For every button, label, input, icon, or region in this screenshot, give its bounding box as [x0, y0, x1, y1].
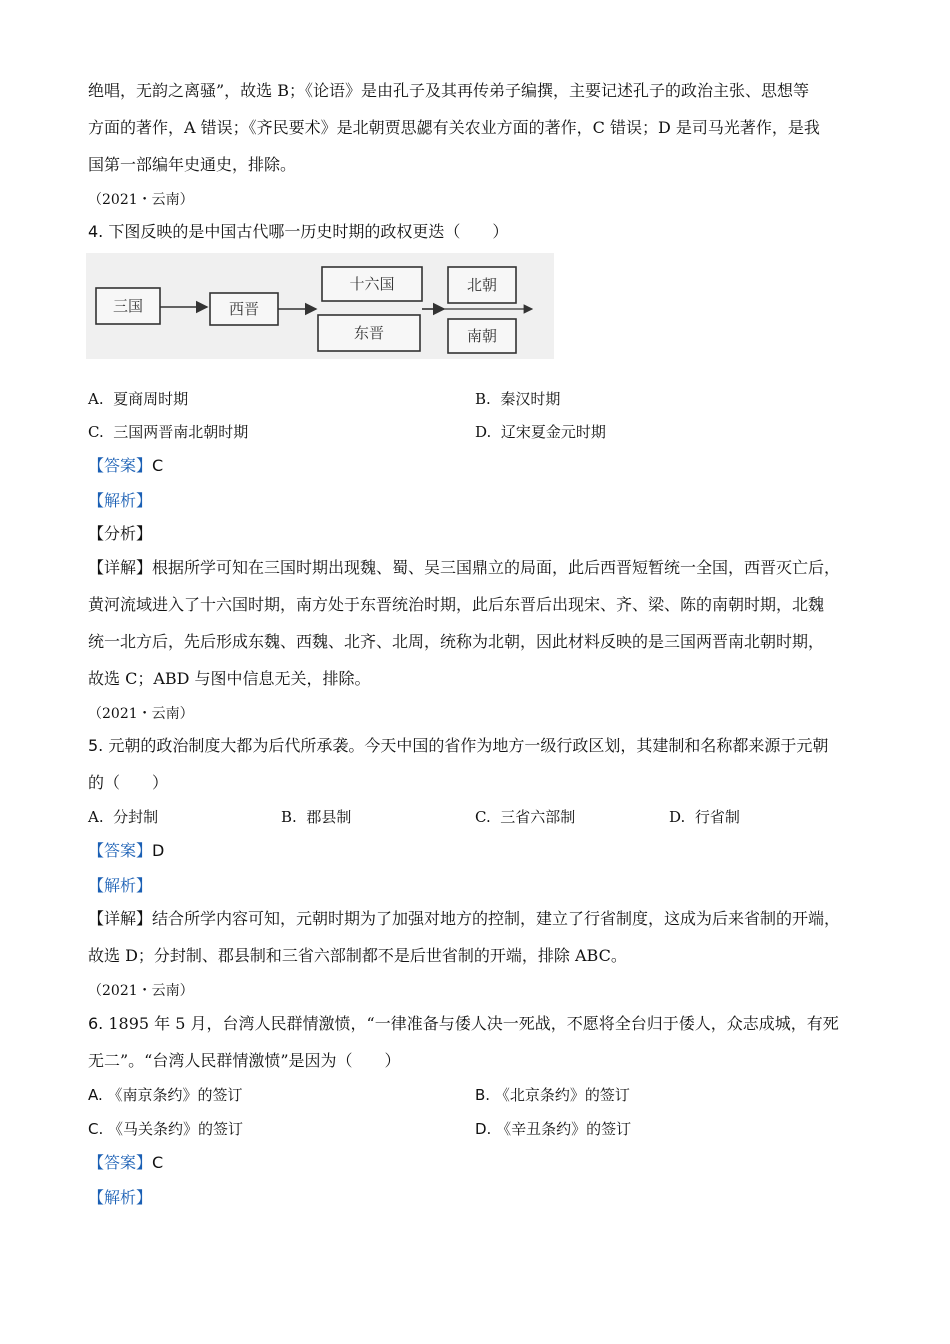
q3-explanation-line: 国第一部编年史通史，排除。	[88, 155, 297, 174]
node-dongjin: 东晋	[353, 324, 385, 342]
q5-stem: 5. 元朝的政治制度大都为后代所承袭。今天中国的省作为地方一级行政区划，其建制和名称都来源于元朝	[88, 736, 829, 755]
q4-detail-line: 故选 C；ABD 与图中信息无关，排除。	[88, 669, 371, 688]
q4-number: 4.	[88, 222, 104, 241]
q4-option-b[interactable]: B. 秦汉时期	[475, 390, 561, 408]
q6-answer	[88, 1152, 880, 1174]
q5-answer	[88, 840, 880, 862]
q5-detail-line: 【详解】结合所学内容可知，元朝时期为了加强对地方的控制，建立了行省制度，这成为后来省制的开端，	[88, 909, 841, 928]
q4-detail-line: 统一北方后，先后形成东魏、西魏、北齐、北周，统称为北朝，因此材料反映的是三国两晋南北朝时期，	[88, 632, 825, 651]
q3-explanation-line: 方面的著作，A 错误；《齐民要术》是北朝贾思勰有关农业方面的著作，C 错误；D 是司马光著作，是我	[88, 118, 820, 137]
answer-tag: 【答案】	[88, 1153, 153, 1172]
q6-option-a[interactable]: A. 《南京条约》的签订	[88, 1086, 243, 1104]
node-sanguo: 三国	[112, 297, 144, 315]
q5-option-a[interactable]: A. 分封制	[88, 808, 159, 826]
dynasty-succession-diagram	[86, 253, 554, 359]
q4-detail-line: 黄河流域进入了十六国时期，南方处于东晋统治时期，此后东晋后出现宋、齐、梁、陈的南朝时期，北魏	[88, 595, 825, 614]
answer-tag: 【答案】	[88, 456, 153, 475]
q5-number: 5.	[88, 736, 104, 755]
q6-number: 6.	[88, 1014, 104, 1033]
node-xijin: 西晋	[228, 300, 260, 318]
answer-value: C	[152, 456, 164, 475]
q4-option-a[interactable]: A. 夏商周时期	[88, 390, 189, 408]
answer-tag: 【答案】	[88, 841, 153, 860]
diagram-svg	[86, 253, 554, 359]
node-beichao: 北朝	[466, 276, 498, 294]
q4-option-d[interactable]: D. 辽宋夏金元时期	[475, 423, 606, 441]
q6-option-c[interactable]: C. 《马关条约》的签订	[88, 1120, 244, 1138]
detail-tag: 【详解】	[88, 558, 153, 577]
q5-detail-line: 故选 D；分封制、郡县制和三省六部制都不是后世省制的开端，排除 ABC。	[88, 946, 627, 965]
q6-option-b[interactable]: B. 《北京条约》的签订	[475, 1086, 630, 1104]
q4-stem	[88, 221, 880, 243]
node-shiliuguo: 十六国	[349, 275, 395, 293]
q5-stem-cont: 的（ ）	[88, 773, 169, 792]
detail-tag: 【详解】	[88, 909, 153, 928]
answer-value: D	[152, 841, 165, 860]
node-nanchao: 南朝	[466, 327, 498, 345]
q6-stem-cont: 无二”。“台湾人民群情激愤”是因为（ ）	[88, 1051, 401, 1070]
q5-option-c[interactable]: C. 三省六部制	[475, 808, 576, 826]
q4-option-c[interactable]: C. 三国两晋南北朝时期	[88, 423, 249, 441]
q4-detail-line: 【详解】根据所学可知在三国时期出现魏、蜀、吴三国鼎立的局面，此后西晋短暂统一全国，西晋灭亡后，	[88, 558, 841, 577]
q4-source: （2021・云南）	[88, 192, 194, 208]
q6-stem: 6. 1895 年 5 月，台湾人民群情激愤，“一律准备与倭人决一死战，不愿将全台归于倭人，众志成城，有死	[88, 1014, 839, 1033]
q6-source: （2021・云南）	[88, 983, 194, 999]
q5-source: （2021・云南）	[88, 706, 194, 722]
q5-analysis-tag: 【解析】	[88, 876, 153, 895]
q4-answer	[88, 455, 880, 477]
q4-fenxi-tag: 【分析】	[88, 524, 153, 543]
q4-stem-text: 下图反映的是中国古代哪一历史时期的政权更迭（ ）	[108, 222, 509, 241]
q6-analysis-tag: 【解析】	[88, 1188, 153, 1207]
q3-explanation-line: 绝唱，无韵之离骚”，故选 B；《论语》是由孔子及其再传弟子编撰，主要记述孔子的政治主张、思想等	[88, 81, 810, 100]
answer-value: C	[152, 1153, 164, 1172]
q4-analysis-tag: 【解析】	[88, 491, 153, 510]
q6-option-d[interactable]: D. 《辛丑条约》的签订	[475, 1120, 632, 1138]
q5-option-d[interactable]: D. 行省制	[669, 808, 740, 826]
q5-option-b[interactable]: B. 郡县制	[281, 808, 352, 826]
